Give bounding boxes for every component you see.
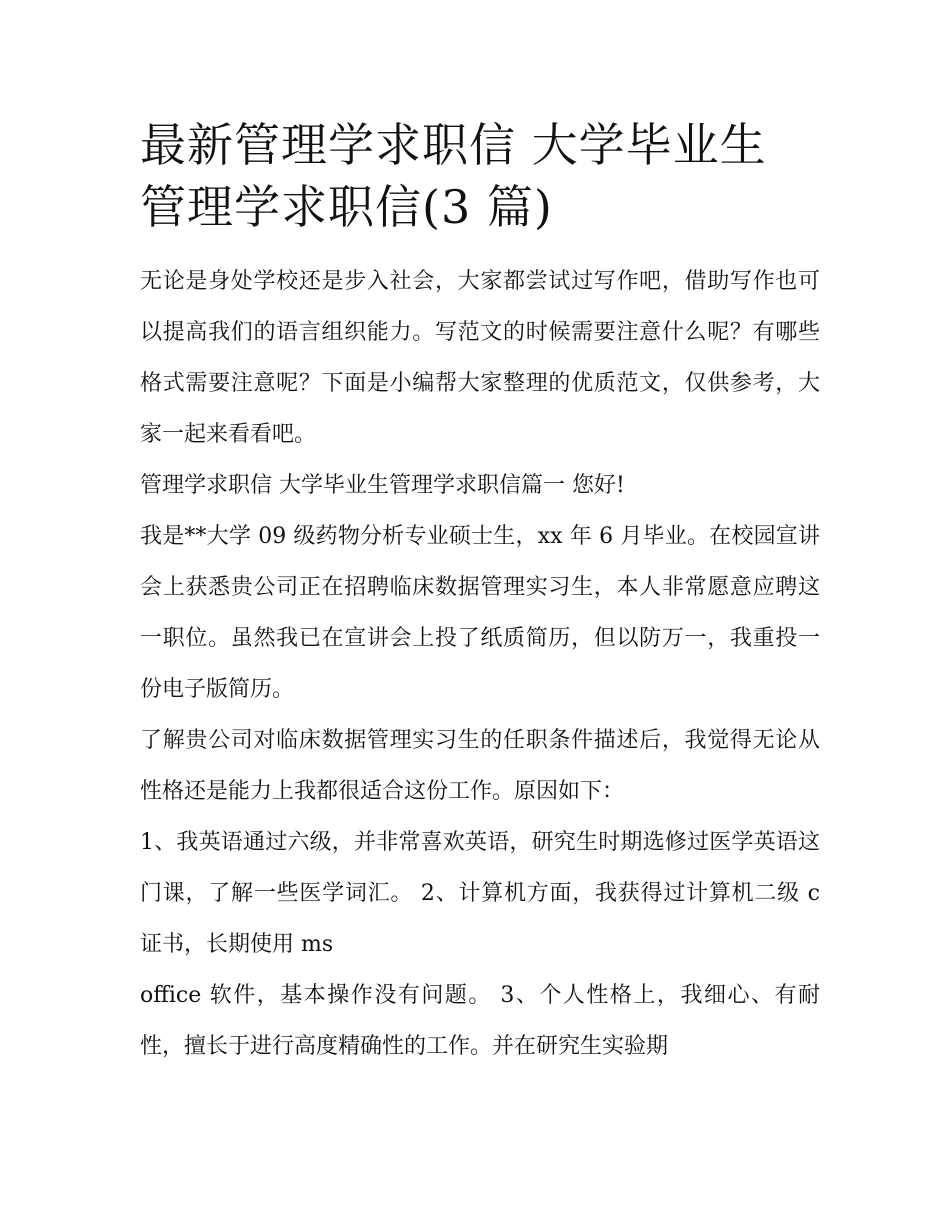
document-title bbox=[140, 114, 820, 238]
document-page bbox=[140, 114, 820, 1072]
paragraph-self-intro: 我是**大学 09 级药物分析专业硕士生，xx 年 6 月毕业。在校园宣讲会上获悉贵公司正在招聘临床数据管理实习生，本人非常愿意应聘这一职位。虽然我已在宣讲会上投了纸质简历，但以防万一，我重投一份电子版简历。 bbox=[140, 524, 820, 702]
paragraph-reasons-3: office 软件，基本操作没有问题。 3、个人性格上，我细心、有耐性，擅长于进行高度精确性的工作。并在研究生实验期 bbox=[140, 983, 820, 1059]
paragraph-reasons-1-2: 1、我英语通过六级，并非常喜欢英语，研究生时期选修过医学英语这门课，了解一些医学词汇。 2、计算机方面，我获得过计算机二级 c 证书，长期使用 ms bbox=[140, 830, 820, 957]
title-line-1: 最新管理学求职信 大学毕业生 bbox=[140, 118, 767, 172]
paragraph-intro: 无论是身处学校还是步入社会，大家都尝试过写作吧，借助写作也可以提高我们的语言组织能力。写范文的时候需要注意什么呢？有哪些格式需要注意呢？下面是小编帮大家整理的优质范文，仅供参考，大家一起来看看吧。 bbox=[140, 269, 820, 447]
paragraph-heading-letter-1: 管理学求职信 大学毕业生管理学求职信篇一 您好! bbox=[140, 473, 625, 498]
paragraph-qualification: 了解贵公司对临床数据管理实习生的任职条件描述后，我觉得无论从性格还是能力上我都很适合这份工作。原因如下： bbox=[140, 728, 820, 804]
title-line-2: 管理学求职信(3 篇) bbox=[140, 180, 553, 234]
